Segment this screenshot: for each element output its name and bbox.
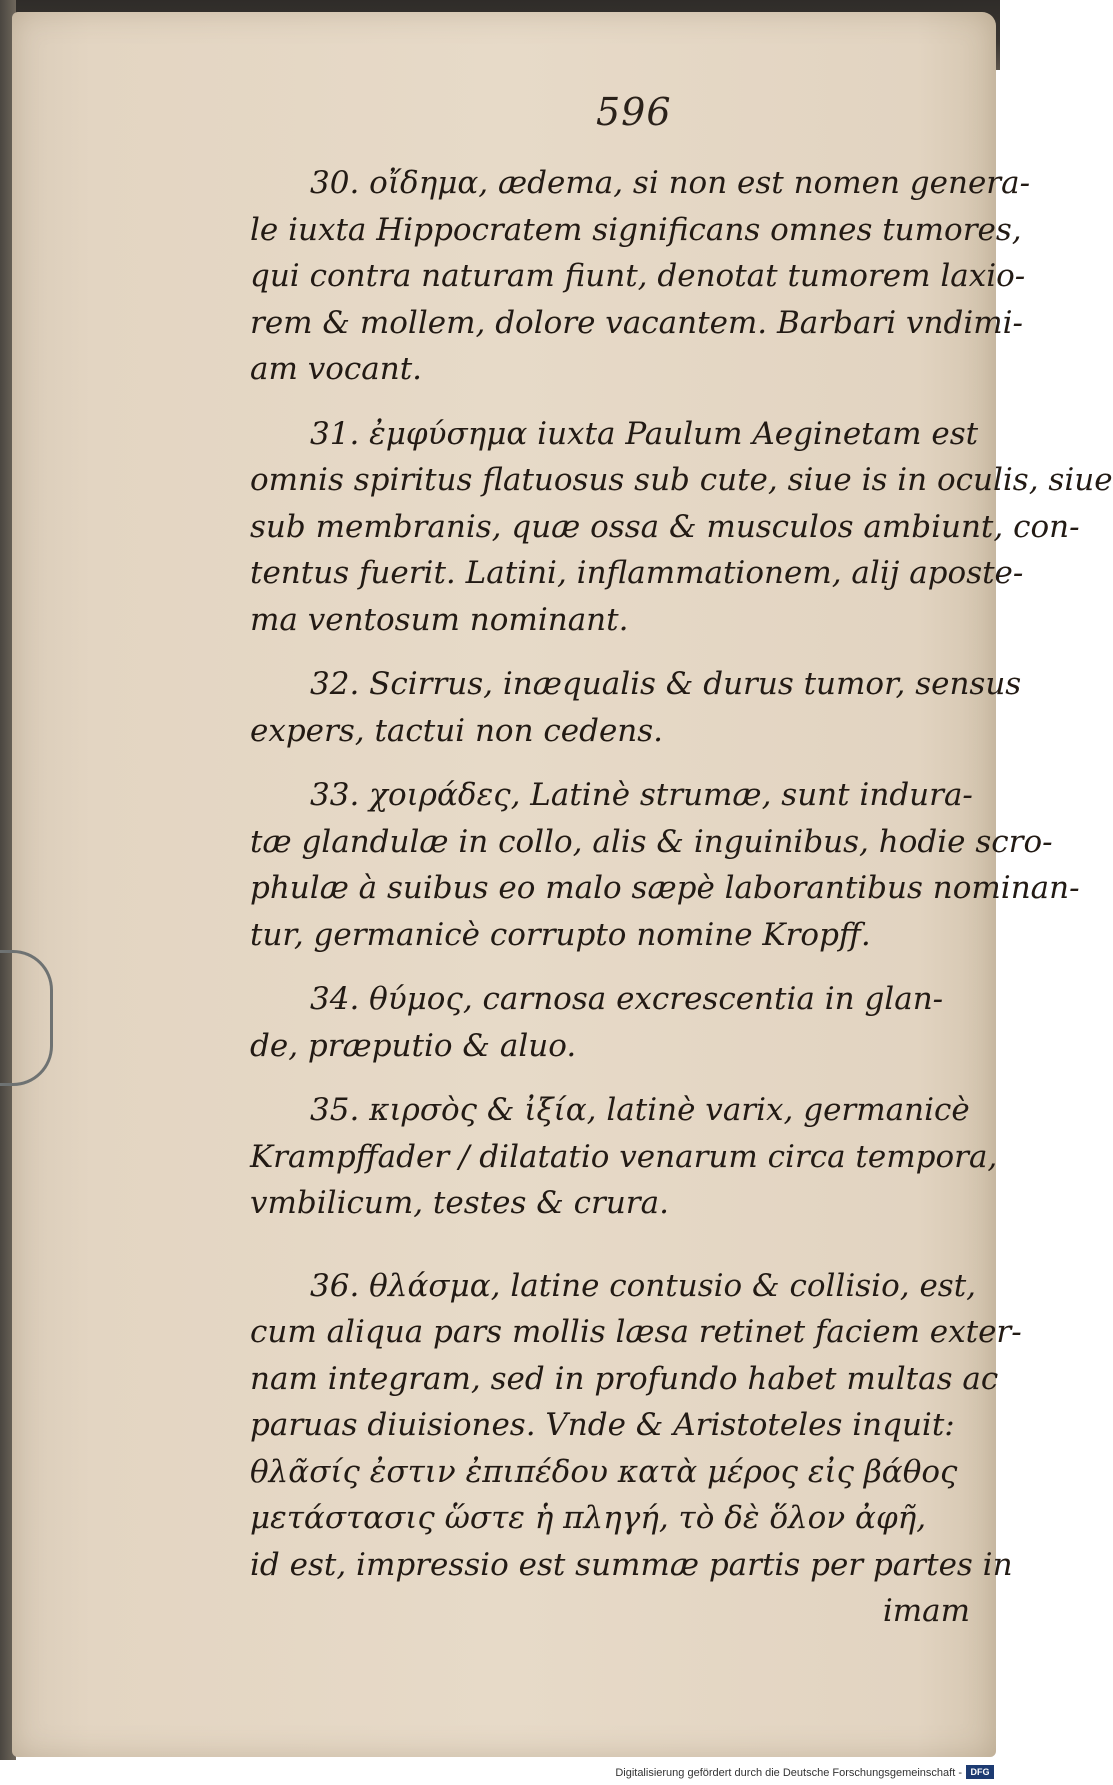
text-line: omnis spiritus flatuosus sub cute, siue is in oculis, siue: [250, 462, 1113, 498]
digitization-credit: Digitalisierung gefördert durch die Deutsche Forschungsgemeinschaft -: [615, 1767, 962, 1779]
entry-34: [250, 976, 980, 1069]
text-line: θλᾶσίς ἐστιν ἐπιπέδου κατὰ μέρος εἰς βάθος: [250, 1453, 958, 1490]
text-line: Krampffader / dilatatio venarum circa tempora,: [250, 1138, 998, 1175]
text-line: expers, tactui non cedens.: [250, 712, 664, 749]
text-line: tentus fuerit. Latini, inflammationem, alij aposte-: [250, 555, 1024, 591]
text-line: paruas diuisiones. Vnde & Aristoteles inquit:: [250, 1407, 955, 1443]
text-line: le iuxta Hippocratem significans omnes tumores,: [250, 211, 1022, 248]
entry-32: [250, 661, 1022, 754]
text-line: 32. Scirrus, inæqualis & durus tumor, sensus: [310, 666, 1022, 702]
page-text: [250, 160, 1113, 1635]
catchword: imam: [882, 1593, 970, 1629]
text-line: de, præputio & aluo.: [250, 1027, 577, 1064]
text-line: 34. θύμος, carnosa excrescentia in glan-: [310, 981, 944, 1017]
text-line: qui contra naturam fiunt, denotat tumorem laxio-: [250, 258, 1026, 294]
dfg-logo: DFG: [966, 1765, 994, 1779]
text-line: tæ glandulæ in collo, alis & inguinibus, hodie scro-: [250, 823, 1053, 860]
page-clip: [0, 950, 53, 1086]
entry-36: [250, 1263, 1022, 1589]
entry-33: [250, 772, 1080, 958]
text-line: rem & mollem, dolore vacantem. Barbari vndimi-: [250, 304, 1024, 341]
text-line: 35. κιρσὸς & ἰξία, latinè varix, germanicè: [310, 1092, 970, 1128]
text-line: id est, impressio est summæ partis per partes in: [250, 1546, 1013, 1583]
text-line: sub membranis, quæ ossa & musculos ambiunt, con-: [250, 508, 1080, 545]
text-line: tur, germanicè corrupto nomine Kropff.: [250, 916, 871, 953]
text-line: 36. θλάσμα, latine contusio & collisio, est,: [310, 1267, 977, 1304]
text-line: nam integram, sed in profundo habet multas ac: [250, 1360, 999, 1397]
page-number: 596: [596, 90, 672, 134]
entry-35: [250, 1087, 998, 1227]
text-line: 31. ἐμφύσημα iuxta Paulum Aeginetam est: [310, 415, 979, 452]
entry-31: [250, 411, 1113, 644]
text-line: cum aliqua pars mollis læsa retinet faciem exter-: [250, 1314, 1022, 1350]
text-line: μετάστασις ὥστε ἡ πληγή, τὸ δὲ ὅλον ἀφῆ,: [250, 1500, 927, 1536]
text-line: vmbilicum, testes & crura.: [250, 1185, 669, 1221]
entry-30: [250, 160, 1031, 393]
text-line: 30. οἴδημα, ædema, si non est nomen genera-: [310, 165, 1031, 201]
text-line: am vocant.: [250, 351, 423, 387]
text-line: phulæ à suibus eo malo sæpè laborantibus nominan-: [250, 870, 1080, 906]
text-line: 33. χοιράδες, Latinè strumæ, sunt indura-: [310, 777, 973, 813]
text-line: ma ventosum nominant.: [250, 601, 629, 638]
